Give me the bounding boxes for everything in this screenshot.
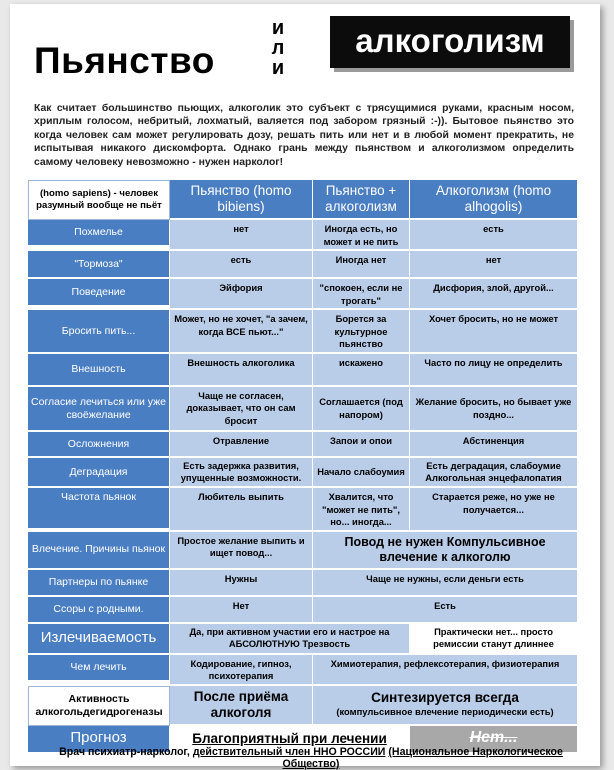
table-cell: есть — [410, 220, 578, 251]
intro-paragraph: Как считает большинство пьющих, алкоголик это субъект с трясущимися руками, красным носом, хриплым голосом, небритый, лохматый, валяется под забором грязный :-)). Бытовое пьянство это когда человек сам может регулировать дозу, решать пить или нет и в любой момент прекратить, не испытывая никакого дискомфорта. Однако грань между пьянством и алкоголизмом определить самому человеку невозможно - нужен нарколог! — [34, 103, 574, 168]
table-cell: Есть задержка развития, упущенные возможности. — [170, 458, 313, 488]
table-cell: Соглашается (под напором) — [313, 387, 410, 432]
table-cell: Иногда есть, но может и не пить — [313, 220, 410, 251]
title-or-letter: л — [271, 37, 285, 59]
row-label: Похмелье — [28, 220, 170, 247]
row-label: Осложнения — [28, 432, 170, 458]
row-label: Деградация — [28, 458, 170, 488]
table-cell: Борется за культурное пьянство — [313, 310, 410, 354]
table-cell: Практически нет... просто ремиссии станут длиннее — [410, 624, 578, 655]
table-cell: Чаще не нужны, если деньги есть — [313, 570, 578, 597]
activity-title: Синтезируется всегда — [371, 690, 519, 706]
table-cell: Нет — [170, 597, 313, 624]
table-cell: искажено — [313, 354, 410, 387]
footer-author — [36, 746, 586, 770]
row-label: Партнеры по пьянке — [28, 570, 170, 597]
title-or — [268, 18, 288, 78]
footer-prefix: Врач психиатр-нарколог, — [59, 746, 190, 758]
table-cell: Кодирование, гипноз, психотерапия — [170, 655, 313, 686]
table-cell: Да, при активном участии его и настрое на АБСОЛЮТНУЮ Трезвость — [170, 624, 410, 655]
row-label: Поведение — [28, 279, 170, 307]
table-cell: Есть деградация, слабоумие Алкогольная энцефалопатия — [410, 458, 578, 488]
table-cell: Нужны — [170, 570, 313, 597]
table-cell: Отравление — [170, 432, 313, 458]
table-cell: Начало слабоумия — [313, 458, 410, 488]
column-header-mixed: Пьянство + алкоголизм — [313, 180, 410, 220]
row-label: Внешность — [28, 354, 170, 387]
table-cell: Может, но не хочет, "а зачем, когда ВСЕ пьют..." — [170, 310, 313, 354]
table-cell: Дисфория, злой, другой... — [410, 279, 578, 310]
comparison-table — [28, 180, 578, 754]
title-or-letter: и — [271, 57, 285, 79]
table-cell: нет — [410, 251, 578, 279]
row-label: Чем лечить — [28, 655, 170, 682]
activity-subtitle: (компульсивное влечение периодически есть) — [336, 706, 554, 718]
title-alcoholism: алкоголизм — [330, 16, 570, 68]
table-cell: Чаще не согласен, доказывает, что он сам бросит — [170, 387, 313, 432]
table-cell: Часто по лицу не определить — [410, 354, 578, 387]
table-cell: Простое желание выпить и ищет повод... — [170, 532, 313, 570]
row-label: Активность алкогольдегидрогеназы — [28, 686, 170, 726]
table-cell: Абстиненция — [410, 432, 578, 458]
table-cell-merged — [313, 686, 578, 726]
table-cell: Старается реже, но уже не получается... — [410, 488, 578, 532]
row-label: Излечиваемость — [28, 624, 170, 655]
table-cell: Внешность алкоголика — [170, 354, 313, 387]
row-label: Бросить пить... — [28, 310, 170, 354]
table-cell: Иногда нет — [313, 251, 410, 279]
column-header-drunkenness: Пьянство (homo bibiens) — [170, 180, 313, 220]
row-label: Прогноз — [28, 726, 170, 754]
title-or-letter: и — [271, 17, 285, 39]
row-label: Согласие лечиться или уже своёжелание — [28, 387, 170, 432]
table-cell: Повод не нужен Компульсивное влечение к алкоголю — [313, 532, 578, 570]
table-cell: Любитель выпить — [170, 488, 313, 532]
row-label: Частота пьянок — [28, 488, 170, 530]
corner-cell: (homo sapiens) - человек разумный вообще не пьёт — [28, 180, 170, 220]
table-cell: "спокоен, если не трогать" — [313, 279, 410, 310]
table-cell: есть — [170, 251, 313, 279]
row-label: Влечение. Причины пьянок — [28, 532, 170, 570]
column-header-alcoholism: Алкоголизм (homo alhogolis) — [410, 180, 578, 220]
table-cell: После приёма алкоголя — [170, 686, 313, 726]
row-label: "Тормоза" — [28, 251, 170, 279]
table-cell: Хочет бросить, но не может — [410, 310, 578, 354]
footer-member: действительный член ННО РОССИИ — [192, 746, 386, 758]
table-cell: Есть — [313, 597, 578, 624]
table-cell: Химиотерапия, рефлексотерапия, физиотерапия — [313, 655, 578, 686]
row-label: Ссоры с родными. — [28, 597, 170, 624]
table-cell: Запои и опои — [313, 432, 410, 458]
table-cell: Хвалится, что "может не пить", но... иногда... — [313, 488, 410, 532]
table-cell: нет — [170, 220, 313, 251]
table-cell: Нет... — [410, 726, 578, 754]
footer-society: (Национальное Наркологическое Общество) — [282, 746, 563, 770]
title-drunkenness: Пьянство — [34, 40, 215, 81]
table-cell: Желание бросить, но бывает уже поздно... — [410, 387, 578, 432]
table-cell: Благоприятный при лечении — [170, 726, 410, 754]
table-cell: Эйфория — [170, 279, 313, 310]
document-page — [10, 4, 600, 770]
